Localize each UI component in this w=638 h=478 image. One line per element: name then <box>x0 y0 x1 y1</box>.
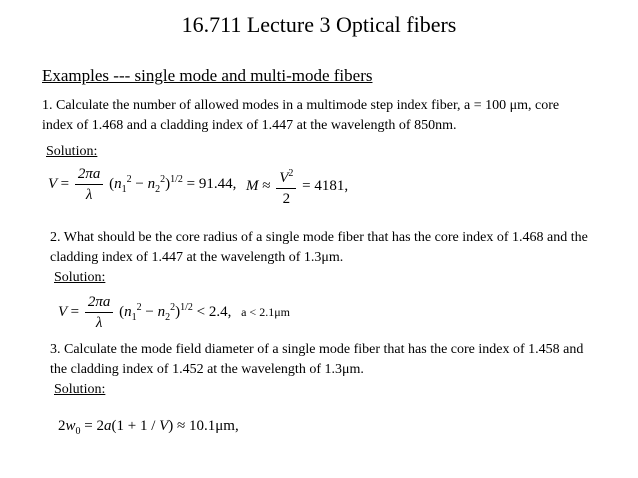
problem-1-line-1: 1. Calculate the number of allowed modes in a multimode step index fiber, a = 100 μm, core <box>42 98 560 113</box>
problem-3-w-result: ≈ 10.1μm, <box>177 418 239 434</box>
problem-1-m-equation: M ≈ $\frac{V^2}{2}$ = 4181, <box>246 164 348 209</box>
problem-2-v-equation: V = $\frac{2\pi a}{\lambda}$ $(n_1^2 - n_2^2)^{1/2} < 2.4$, a < 2.1μm <box>58 294 290 331</box>
problem-2-line-1: 2. What should be the core radius of a single mode fiber that has the core index of 1.468 and the <box>50 230 588 245</box>
problem-3-line-2: the cladding index of 1.452 at the wavelength of 1.3μm. <box>50 362 364 377</box>
problem-1-m-result: = 4181, <box>302 177 349 194</box>
problem-3-w-equation: $2w_0 = 2a(1 + 1 / V) \approx 10.1\mu m$, <box>58 418 239 437</box>
problem-2-line-2: cladding index of 1.447 at the wavelength of 1.3μm. <box>50 250 344 265</box>
v-fraction: $\frac{2\pi a}{\lambda}$ <box>75 164 104 205</box>
problem-1-solution-label: Solution: <box>46 144 98 159</box>
problem-3-text <box>50 340 583 380</box>
problem-1-text <box>42 96 559 136</box>
problem-1-v-equation: V = $\frac{2\pi a}{\lambda}$ $(n_1^2 - n_2^2)^{1/2} = 91.44$, <box>48 166 237 203</box>
problem-2-solution-label: Solution: <box>54 270 106 285</box>
m-fraction: $\frac{V^2}{2}$ <box>276 164 296 209</box>
problem-1-v-result: = 91.44, <box>186 175 237 192</box>
v-fraction-2: $\frac{2\pi a}{\lambda}$ <box>85 292 114 333</box>
page-title: 16.711 Lecture 3 Optical fibers <box>181 12 457 37</box>
problem-2-v-result: < 2.4, <box>196 303 232 320</box>
problem-3-solution-label: Solution: <box>54 382 106 397</box>
problem-2-radius-note: a < 2.1μm <box>241 304 290 319</box>
problem-1-line-2: index of 1.468 and a cladding index of 1.447 at the wavelength of 850nm. <box>42 118 457 133</box>
section-heading: Examples --- single mode and multi-mode fibers <box>42 66 373 85</box>
problem-3-line-1: 3. Calculate the mode field diameter of a single mode fiber that has the core index of 1.458 and <box>50 342 584 357</box>
problem-2-text <box>50 228 588 268</box>
